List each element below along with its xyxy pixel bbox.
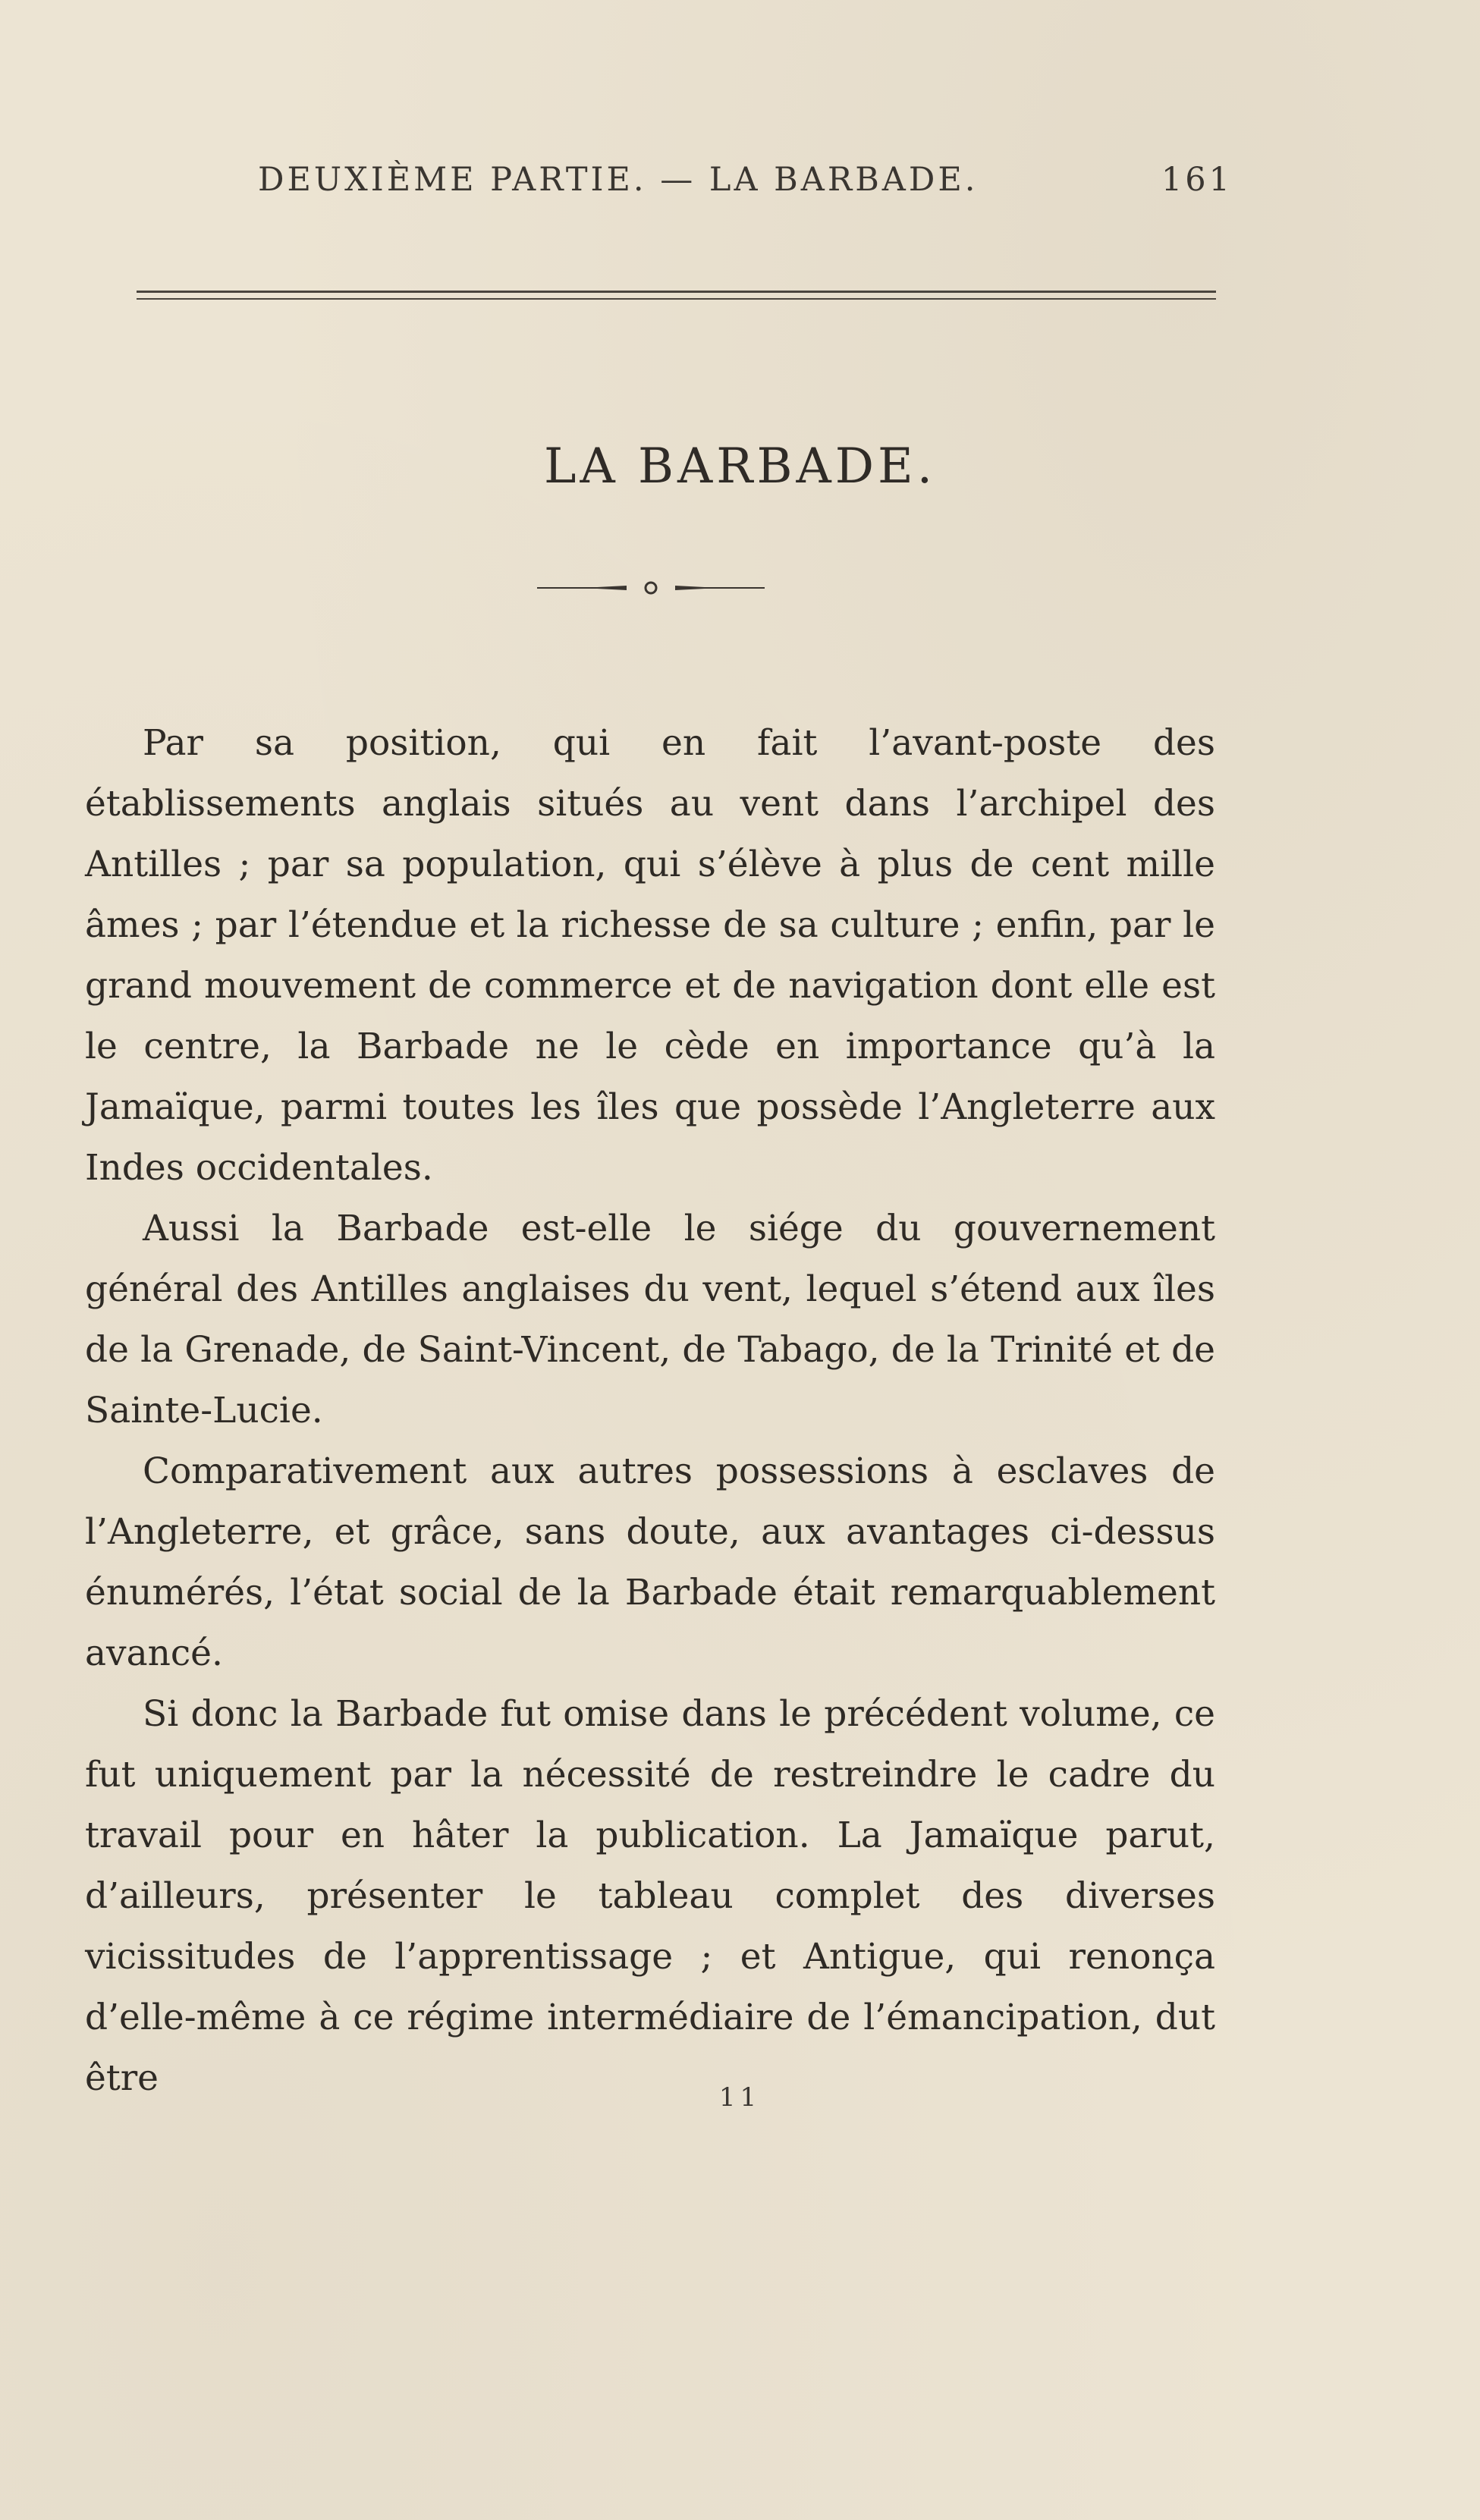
paragraph-4: Si donc la Barbade fut omise dans le précédent volume, ce fut uniquement par la nécessité de restreindre le cadre du travail pour en hâter la publication. La Jamaïque parut, d’ailleurs, présenter le tableau complet des diverses vicissitudes de l’apprentissage ; et Antigue, qui renonça d’elle-même à ce régime intermédiaire de l’émancipation, dut être <box>85 1693 1215 2099</box>
running-head <box>258 161 1233 206</box>
running-title: DEUXIÈME PARTIE. — LA BARBADE. <box>258 161 979 199</box>
body-text <box>85 713 1215 2109</box>
paragraph-3: Comparativement aux autres possessions à esclaves de l’Angleterre, et grâce, sans doute, aux avantages ci-dessus énumérés, l’état social de la Barbade était remarquablement avancé. <box>85 1450 1215 1674</box>
ornament-divider-icon <box>537 577 765 599</box>
header-rule-thin <box>137 298 1216 300</box>
page-number: 161 <box>1161 161 1233 199</box>
header-rule <box>137 291 1216 293</box>
chapter-title: LA BARBADE. <box>543 438 937 495</box>
paragraph-2: Aussi la Barbade est-elle le siége du gouvernement général des Antilles anglaises du vent, lequel s’étend aux îles de la Grenade, de Saint-Vincent, de Tabago, de la Trinité et de Sainte-Lucie. <box>85 1208 1215 1431</box>
signature-mark: 11 <box>718 2082 762 2113</box>
paragraph-1: Par sa position, qui en fait l’avant-poste des établissements anglais situés au vent dans l’archipel des Antilles ; par sa population, qui s’élève à plus de cent mille âmes ; par l’étendue et la richesse de sa culture ; enfin, par le grand mouvement de commerce et de navigation dont elle est le centre, la Barbade ne le cède en importance qu’à la Jamaïque, parmi toutes les îles que possède l’Angleterre aux Indes occidentales. <box>85 722 1215 1189</box>
